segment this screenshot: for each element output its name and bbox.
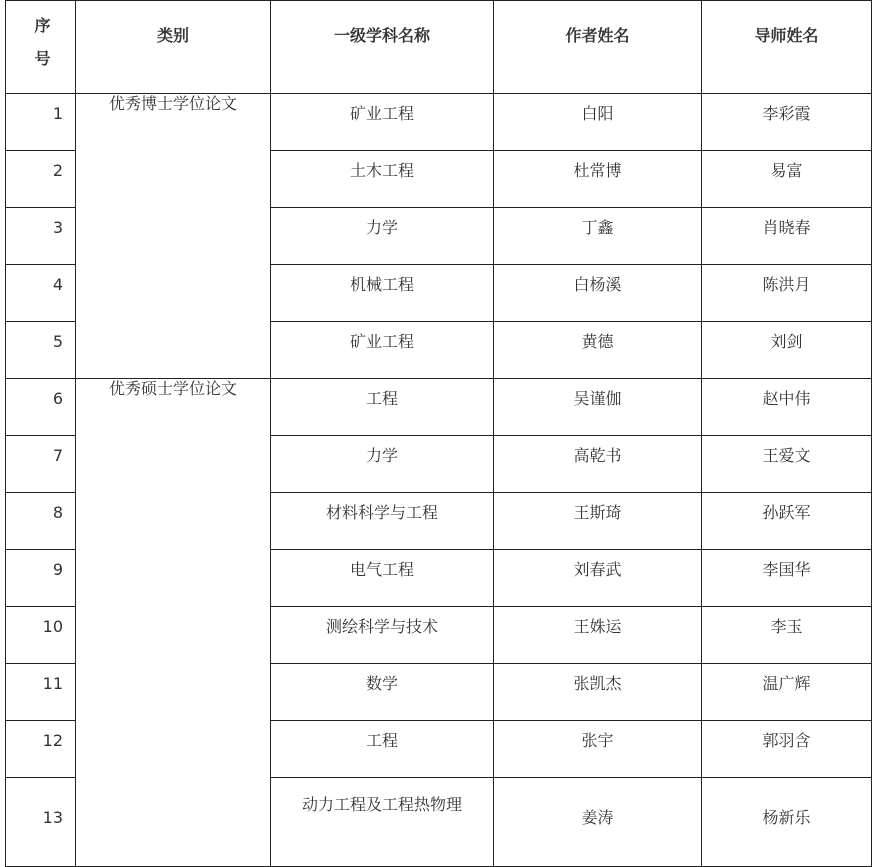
cell-discipline: 测绘科学与技术 bbox=[271, 607, 494, 664]
cell-advisor: 赵中伟 bbox=[702, 379, 872, 436]
cell-author: 白阳 bbox=[494, 94, 702, 151]
cell-advisor: 杨新乐 bbox=[702, 778, 872, 867]
cell-discipline: 土木工程 bbox=[271, 151, 494, 208]
header-discipline: 一级学科名称 bbox=[271, 1, 494, 94]
cell-seq: 3 bbox=[6, 208, 76, 265]
cell-advisor: 李国华 bbox=[702, 550, 872, 607]
cell-author: 王姝运 bbox=[494, 607, 702, 664]
header-author: 作者姓名 bbox=[494, 1, 702, 94]
cell-category-masters: 优秀硕士学位论文 bbox=[76, 379, 271, 867]
cell-author: 高乾书 bbox=[494, 436, 702, 493]
cell-author: 黄德 bbox=[494, 322, 702, 379]
cell-seq: 4 bbox=[6, 265, 76, 322]
cell-seq: 5 bbox=[6, 322, 76, 379]
header-category: 类别 bbox=[76, 1, 271, 94]
cell-discipline: 数学 bbox=[271, 664, 494, 721]
cell-discipline: 机械工程 bbox=[271, 265, 494, 322]
cell-discipline: 力学 bbox=[271, 436, 494, 493]
cell-author: 姜涛 bbox=[494, 778, 702, 867]
cell-advisor: 肖晓春 bbox=[702, 208, 872, 265]
table-header-row bbox=[6, 1, 872, 94]
cell-advisor: 温广辉 bbox=[702, 664, 872, 721]
cell-discipline: 工程 bbox=[271, 721, 494, 778]
cell-discipline: 工程 bbox=[271, 379, 494, 436]
cell-author: 白杨溪 bbox=[494, 265, 702, 322]
cell-seq: 11 bbox=[6, 664, 76, 721]
cell-discipline: 材料科学与工程 bbox=[271, 493, 494, 550]
cell-category-doctoral: 优秀博士学位论文 bbox=[76, 94, 271, 379]
cell-seq: 10 bbox=[6, 607, 76, 664]
cell-advisor: 李玉 bbox=[702, 607, 872, 664]
cell-advisor: 易富 bbox=[702, 151, 872, 208]
cell-seq: 8 bbox=[6, 493, 76, 550]
cell-advisor: 王爱文 bbox=[702, 436, 872, 493]
cell-author: 张凯杰 bbox=[494, 664, 702, 721]
award-table bbox=[5, 0, 872, 867]
header-seq: 序号 bbox=[6, 1, 76, 94]
cell-author: 刘春武 bbox=[494, 550, 702, 607]
cell-seq: 6 bbox=[6, 379, 76, 436]
cell-seq: 1 bbox=[6, 94, 76, 151]
cell-discipline: 矿业工程 bbox=[271, 94, 494, 151]
cell-advisor: 陈洪月 bbox=[702, 265, 872, 322]
cell-author: 吴谨伽 bbox=[494, 379, 702, 436]
cell-author: 王斯琦 bbox=[494, 493, 702, 550]
cell-seq: 9 bbox=[6, 550, 76, 607]
cell-discipline: 电气工程 bbox=[271, 550, 494, 607]
table-row bbox=[6, 94, 872, 151]
header-advisor: 导师姓名 bbox=[702, 1, 872, 94]
cell-author: 杜常博 bbox=[494, 151, 702, 208]
cell-advisor: 刘剑 bbox=[702, 322, 872, 379]
cell-seq: 12 bbox=[6, 721, 76, 778]
cell-discipline: 矿业工程 bbox=[271, 322, 494, 379]
table-row bbox=[6, 379, 872, 436]
cell-advisor: 孙跃军 bbox=[702, 493, 872, 550]
cell-seq: 2 bbox=[6, 151, 76, 208]
cell-author: 丁鑫 bbox=[494, 208, 702, 265]
cell-seq: 7 bbox=[6, 436, 76, 493]
cell-advisor: 李彩霞 bbox=[702, 94, 872, 151]
cell-seq: 13 bbox=[6, 778, 76, 867]
cell-advisor: 郭羽含 bbox=[702, 721, 872, 778]
cell-discipline: 动力工程及工程热物理 bbox=[271, 778, 494, 867]
cell-author: 张宇 bbox=[494, 721, 702, 778]
cell-discipline: 力学 bbox=[271, 208, 494, 265]
